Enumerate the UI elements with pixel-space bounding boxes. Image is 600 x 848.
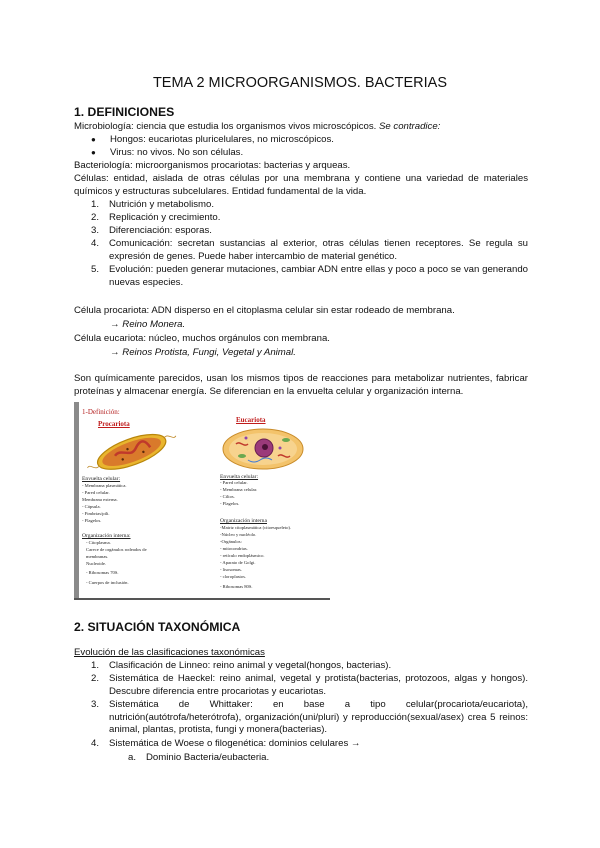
right-org-heading: Organización interna [220,518,267,524]
list-number: 2. [91,212,100,223]
list-number: 1. [91,660,100,671]
bullet-text: Virus: no vivos. No son células. [110,147,244,158]
bullet-text: Hongos: eucariotas pluricelulares, no microscópicos. [110,134,334,145]
list-item [91,264,528,289]
list-item [91,673,528,698]
left-envuelta-heading: Envuelta celular: [82,476,121,482]
bullet-dot-icon: ● [91,135,96,144]
sub-list-item [128,752,528,765]
list-item [91,238,528,263]
left-envuelta-item: - Pared celular. [82,490,110,495]
microbiologia-text: Microbiología: ciencia que estudia los organismos vivos microscópicos. [74,121,377,132]
sub-list-text: Dominio Bacteria/eubacteria. [146,752,270,763]
list-number: 5. [91,264,100,275]
right-org-item: - retículo endoplásmico. [220,553,265,558]
procariota-arrow-line: → Reino Monera. [110,319,186,330]
left-org-item: - Citoplasma. [86,540,111,545]
right-org-item: -Núcleo y nucléolo. [220,532,257,537]
microbiologia-paragraph [74,121,528,134]
left-org-item: membranas. [86,554,109,559]
eucariota-label: Eucariota [236,416,266,424]
microbiologia-italic: Se contradice: [379,121,441,132]
eucariota-paragraph: Célula eucariota: núcleo, muchos orgánulos con membrana. [74,333,330,344]
left-envuelta-item: - Cápsula. [82,504,101,509]
list-item [91,738,528,751]
left-envuelta-item: - Fimbrias/pili. [82,511,110,516]
list-item [91,212,528,225]
left-org-item: Carece de orgánulos rodeados de [86,547,147,552]
eukaryote-cell-icon [218,426,308,472]
figure-bottom-border [74,598,330,600]
list-number: 4. [91,738,100,749]
figure-hand-title: 1-Definición: [82,408,120,416]
figure-left-bar [74,402,79,598]
left-org-item: - Ribosomas 70S. [86,570,119,575]
right-org-item: - Aparato de Golgi. [220,560,256,565]
left-envuelta-item: - Membrana plasmática. [82,483,127,488]
list-number: 4. [91,238,100,249]
list-text: Evolución: pueden generar mutaciones, cambiar ADN entre ellas y poco a poco se van generando nuevas especies. [109,264,528,288]
left-envuelta-item: Membrana externa. [82,497,118,502]
page-title: TEMA 2 MICROORGANISMOS. BACTERIAS [152,75,448,91]
left-org-item: - Cuerpos de inclusión. [86,580,129,585]
list-item [91,199,528,212]
right-envuelta-item: - Membrana celular. [220,487,258,492]
bacteriologia-paragraph: Bacteriología: microorganismos procariotas: bacterias y arqueas. [74,160,351,171]
section-heading-definiciones: 1. DEFINICIONES [74,105,175,119]
list-number: 1. [91,199,100,210]
list-text: Sistemática de Woese o filogenética: dominios celulares → [109,738,361,749]
celulas-paragraph: Células: entidad, aislada de otras células por una membrana y contiene una variedad de materiales químicos y estructuras subcelulares. Entidad fundamental de la vida. [74,173,528,197]
list-text: Sistemática de Haeckel: reino animal, vegetal y protista(bacterias, protozoos, algas y hongos). Descubre diferencia entre procariotas y eucariotas. [109,673,528,697]
right-org-item: - lisosomas. [220,567,242,572]
left-org-item: Nucleoide. [86,561,107,566]
list-item [91,699,528,737]
right-envuelta-item: - Cilios. [220,494,235,499]
prokaryote-cell-icon [84,426,179,474]
list-text: Comunicación: secretan sustancias al exterior, otras células tienen receptores. Se regula su expresión de genes. Puede haber intercambio de material genético. [109,238,528,262]
right-envuelta-item: - Flagelos. [220,501,240,506]
bullet-dot-icon: ● [91,148,96,157]
section2-subheading: Evolución de las clasificaciones taxonómicas [74,647,265,658]
right-envuelta-heading: Envuelta celular: [220,474,259,480]
right-org-item: - cloroplastos. [220,574,247,579]
procariota-paragraph: Célula procariota: ADN disperso en el citoplasma celular sin estar rodeado de membrana. [74,305,455,316]
quimicamente-paragraph: Son químicamente parecidos, usan los mismos tipos de reacciones para metabolizar nutrientes, fabricar proteínas y almacenar energía. Se diferencian en la envuelta celular y organización interna. [74,373,528,397]
right-org-item: - mitocondrias. [220,546,248,551]
list-number: 3. [91,225,100,236]
list-text: Diferenciación: esporas. [109,225,212,236]
right-envuelta-item: - Pared celular. [220,480,248,485]
left-org-heading: Organización interna: [82,533,131,539]
sub-list-letter: a. [128,752,137,763]
list-item [91,660,528,673]
eucariota-arrow-line: → Reinos Protista, Fungi, Vegetal y Animal. [110,347,296,358]
list-number: 3. [91,699,100,710]
list-text: Replicación y crecimiento. [109,212,221,223]
list-number: 2. [91,673,100,684]
left-envuelta-item: - Flagelos. [82,518,102,523]
right-org-item: - Ribosomas 80S. [220,584,253,589]
cell-comparison-figure [74,402,330,600]
list-text: Sistemática de Whittaker: en base a tipo celular(procariota/eucariota), nutrición(autótrofa/heterótrofa), organización(uni/pluri) y reproducción(sexual/asex) crea 5 reinos: animal, plantas, protista, fungi y monera(bacterias). [109,699,528,736]
procariota-label: Procariota [98,420,130,428]
right-org-item: -Orgánulos: [220,539,242,544]
list-text: Nutrición y metabolismo. [109,199,215,210]
right-org-item: -Matriz citoplasmática (citoesqueleto). [220,525,292,530]
list-text: Clasificación de Linneo: reino animal y vegetal(hongos, bacterias). [109,660,392,671]
section-heading-taxonomica: 2. SITUACIÓN TAXONÓMICA [74,620,241,634]
list-item [91,225,528,238]
